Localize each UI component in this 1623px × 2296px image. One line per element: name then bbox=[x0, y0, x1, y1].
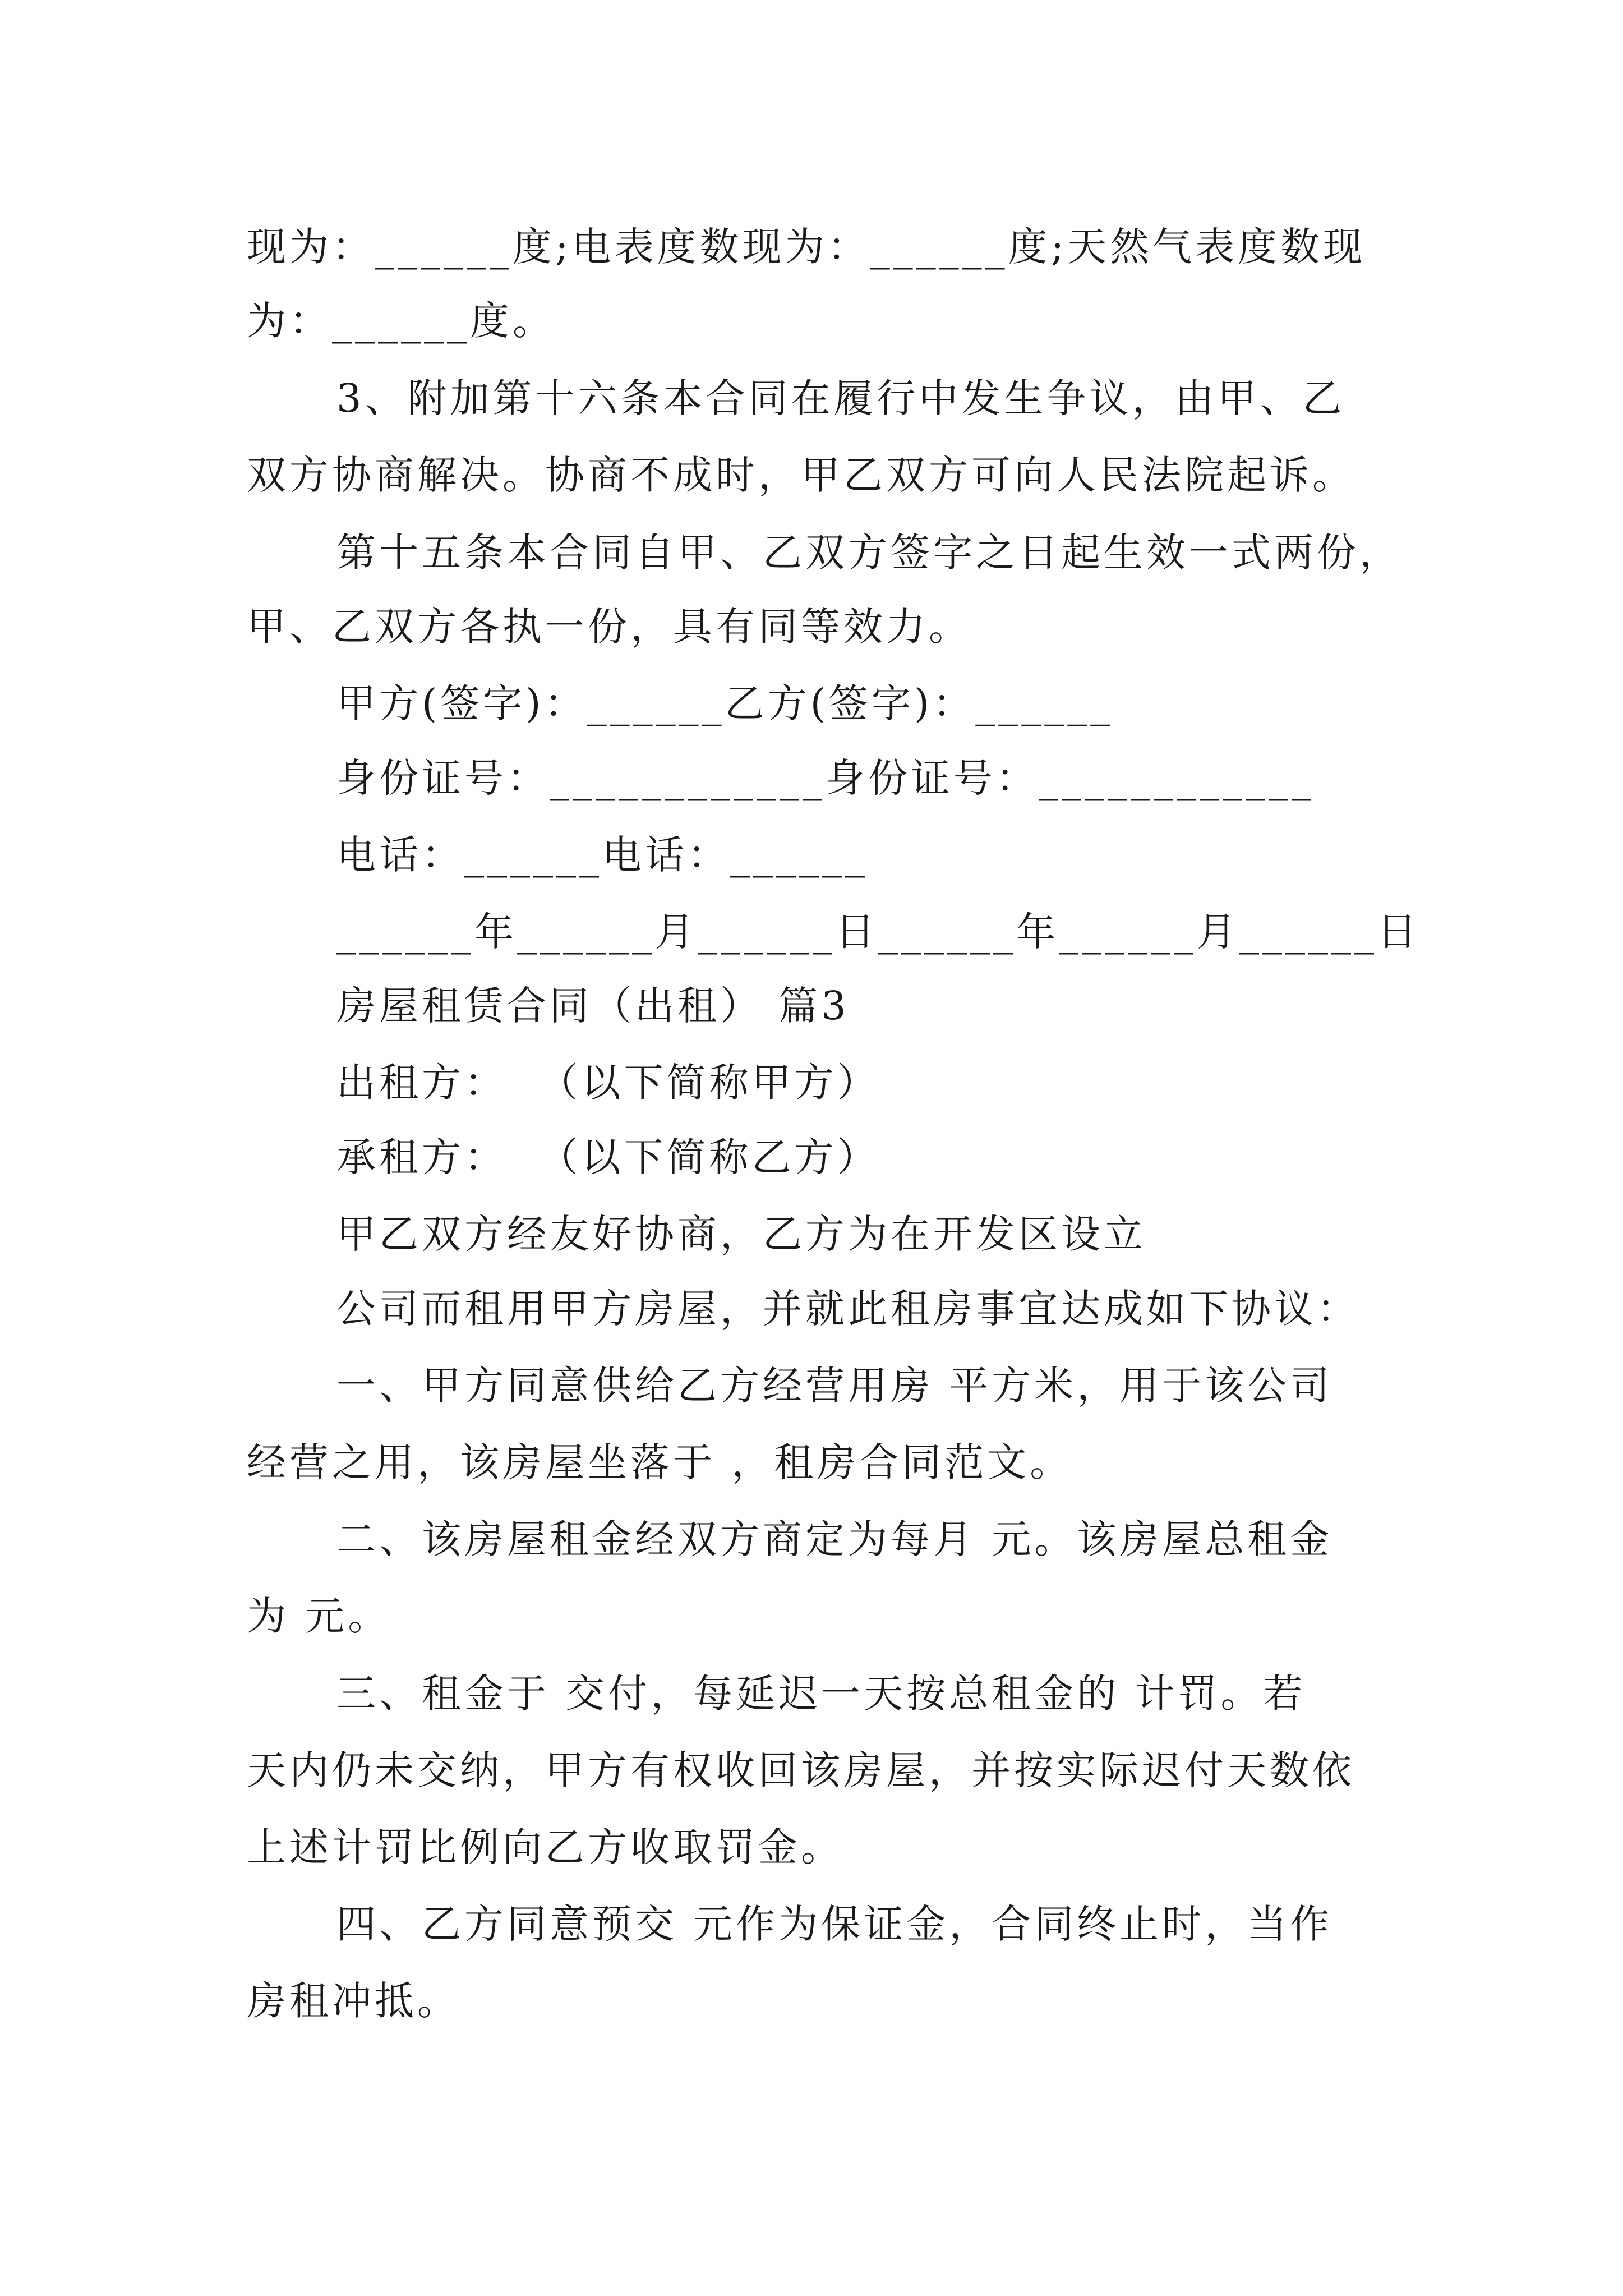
clause-3-line-1: 三、租金于 交付，每延迟一天按总租金的 计罚。若 bbox=[336, 1671, 1306, 1717]
paragraph-line-15: 公司而租用甲方房屋，并就此租房事宜达成如下协议： bbox=[336, 1286, 1359, 1332]
paragraph-line-6: 甲、乙双方各执一份，具有同等效力。 bbox=[247, 604, 971, 650]
clause-2-line-2: 为 元。 bbox=[247, 1593, 391, 1639]
lessor-line: 出租方： （以下简称甲方） bbox=[336, 1060, 880, 1106]
clause-4-line-1: 四、乙方同意预交 元作为保证金，合同终止时，当作 bbox=[336, 1901, 1333, 1947]
clause-4-line-2: 房租冲抵。 bbox=[247, 1978, 460, 2024]
paragraph-line-2: 为：______度。 bbox=[247, 298, 555, 344]
clause-1-line-1: 一、甲方同意供给乙方经营用房 平方米，用于该公司 bbox=[336, 1363, 1333, 1409]
paragraph-line-5: 第十五条本合同自甲、乙双方签字之日起生效一式两份， bbox=[336, 530, 1402, 576]
signature-line: 甲方(签字)：______乙方(签字)：______ bbox=[336, 680, 1114, 726]
clause-1-line-2: 经营之用，该房屋坐落于 ，租房合同范文。 bbox=[247, 1439, 1073, 1485]
section-heading: 房屋租赁合同（出租） 篇3 bbox=[336, 983, 850, 1029]
id-number-line: 身份证号：____________身份证号：____________ bbox=[336, 755, 1315, 801]
phone-line: 电话：______电话：______ bbox=[336, 832, 868, 878]
clause-2-line-1: 二、该房屋租金经双方商定为每月 元。该房屋总租金 bbox=[336, 1516, 1333, 1562]
clause-3-line-3: 上述计罚比例向乙方收取罚金。 bbox=[247, 1824, 843, 1870]
date-line: ______年______月______日______年______月______日 bbox=[336, 909, 1420, 955]
paragraph-line-1: 现为：______度;电表度数现为：______度;天然气表度数现 bbox=[247, 224, 1366, 270]
paragraph-line-14: 甲乙双方经友好协商，乙方为在开发区设立 bbox=[336, 1211, 1146, 1257]
paragraph-line-3: 3、附加第十六条本合同在履行中发生争议，由甲、乙 bbox=[336, 375, 1345, 421]
paragraph-line-4: 双方协商解决。协商不成时，甲乙双方可向人民法院起诉。 bbox=[247, 452, 1355, 498]
clause-3-line-2: 天内仍未交纳，甲方有权收回该房屋，并按实际迟付天数依 bbox=[247, 1747, 1355, 1793]
lessee-line: 承租方： （以下简称乙方） bbox=[336, 1134, 880, 1180]
